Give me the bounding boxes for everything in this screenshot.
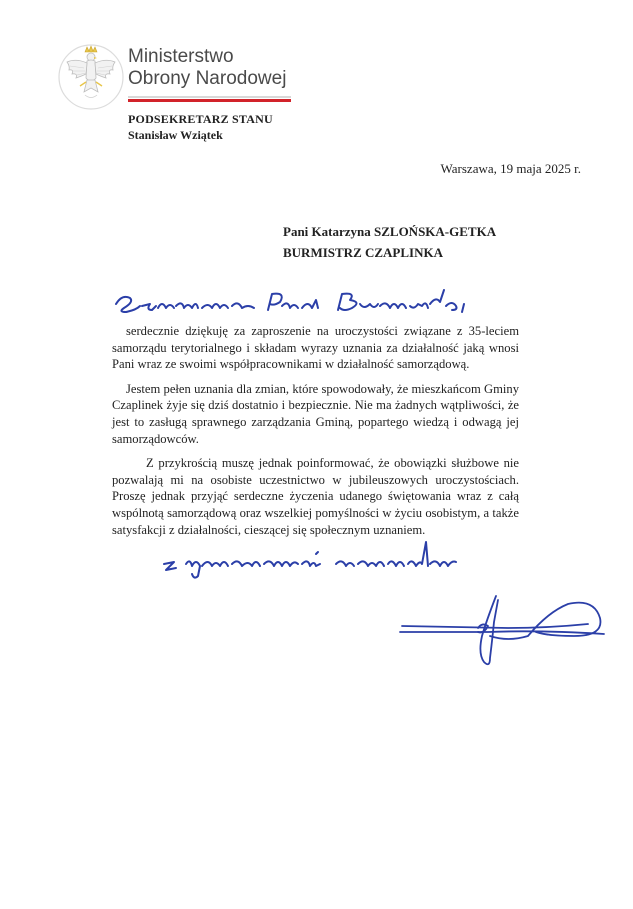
letter-body [112,323,519,546]
ministry-name [128,46,286,90]
ministry-name-line-2: Obrony Narodowej [128,68,287,89]
office-holder-name: Stanisław Wziątek [128,128,223,142]
place-and-date: Warszawa, 19 maja 2025 r. [440,161,581,176]
signature-mark [398,592,608,674]
body-paragraph-1: serdecznie dziękuję za zaproszenie na uroczystości związane z 35-leciem samorządu terytorialnego i składam wyrazy uznania za działalność jaką wnosi Pani wraz ze swoimi współpracownikami w działalność samorządową. [112,324,519,372]
flag-red-stripe [128,99,291,102]
ministry-name-line-1: Ministerstwo [128,46,234,67]
handwritten-salutation [112,286,472,318]
office-title: PODSEKRETARZ STANU [128,112,273,126]
national-colors-bar [128,96,291,102]
body-paragraph-2: Jestem pełen uznania dla zmian, które spowodowały, że mieszkańcom Gminy Czaplinek żyje się dziś dostatnio i bezpiecznie. Nie ma żadnych wątpliwości, że jest to zasługą sprawnego zarządzania Gminą, popartego wiedzą i odwagą jej samorządowców. [112,381,519,446]
white-eagle-emblem-icon [56,40,126,112]
recipient-name: Pani Katarzyna SZLOŃSKA-GETKA [283,224,497,239]
body-paragraph-3: Z przykrością muszę jednak poinformować, że obowiązki służbowe nie pozwalają mi na osobiste uczestnictwo w jubileuszowych uroczystościach. Proszę jednak przyjąć serdeczne życzenia udanego świętowania wraz z całą wspólnotą samorządową oraz wszelkiej pomyślności w życiu osobistym, a także satysfakcji z działalności, cieszącej się społecznym uznaniem. [112,456,519,537]
recipient-title: BURMISTRZ CZAPLINKA [283,245,443,260]
handwritten-closing [160,536,460,582]
flag-white-stripe [128,96,291,98]
recipient-block [283,221,496,263]
